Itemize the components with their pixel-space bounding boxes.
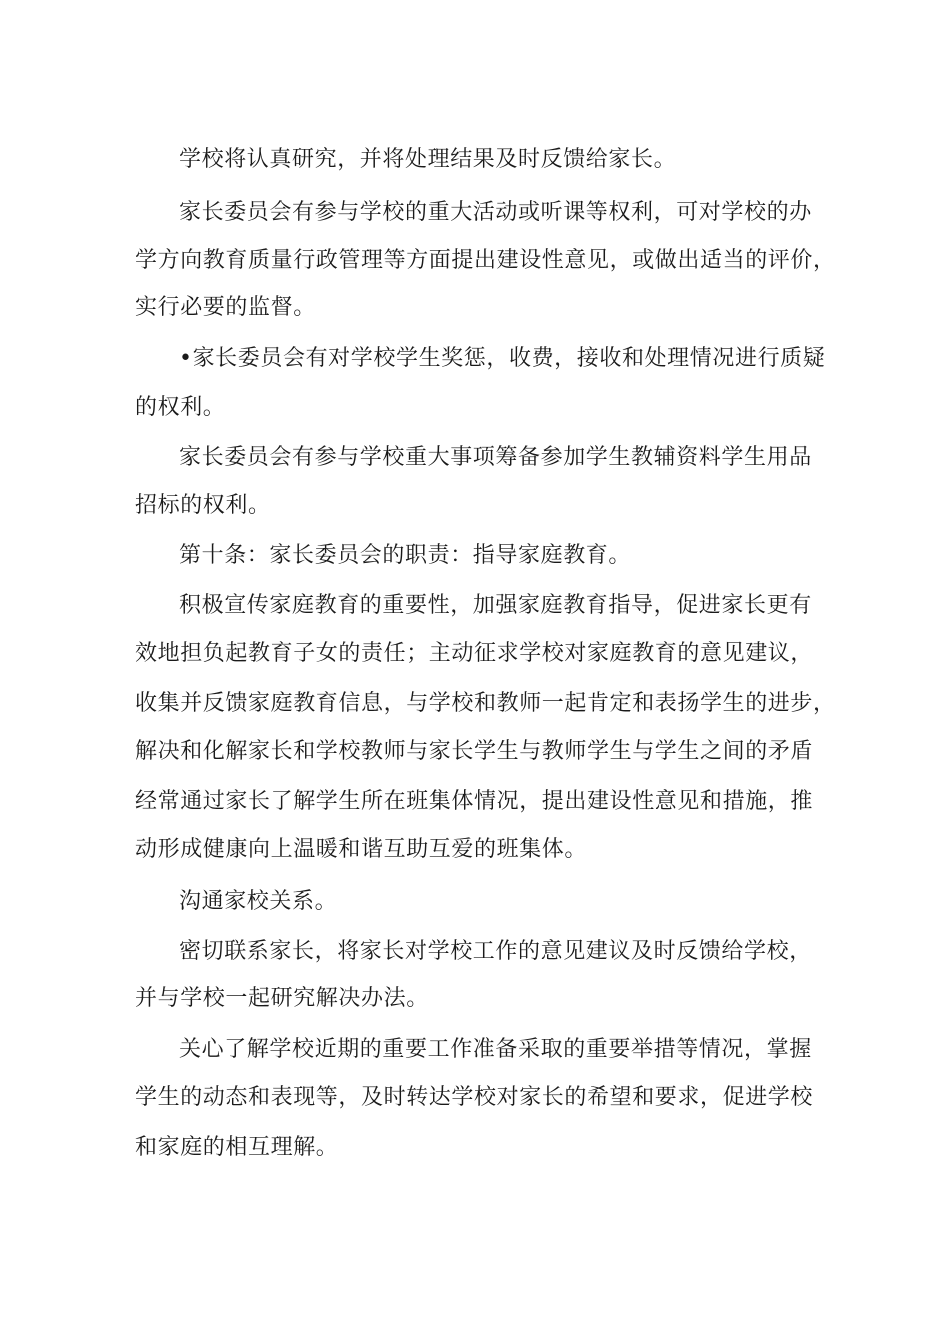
paragraph-line: 动形成健康向上温暖和谐互助互爱的班集体。 xyxy=(135,837,588,862)
paragraph-line: 并与学校一起研究解决办法。 xyxy=(135,986,429,1011)
paragraph-line: 学方向教育质量行政管理等方面提出建设性意见，或做出适当的评价， xyxy=(135,248,836,273)
paragraph-line: 解决和化解家长和学校教师与家长学生与教师学生与学生之间的矛盾 xyxy=(135,739,814,764)
paragraph-line: 家长委员会有参与学校的重大活动或听课等权利，可对学校的办 xyxy=(179,200,812,225)
paragraph-line: •家长委员会有对学校学生奖惩，收费，接收和处理情况进行质疑 xyxy=(179,346,826,371)
paragraph-line: 收集并反馈家庭教育信息，与学校和教师一起肯定和表扬学生的进步， xyxy=(135,691,836,716)
paragraph-line: 经常通过家长了解学生所在班集体情况，提出建设性意见和措施，推 xyxy=(135,789,814,814)
paragraph-line: 效地担负起教育子女的责任；主动征求学校对家庭教育的意见建议， xyxy=(135,641,814,666)
paragraph-line: 关心了解学校近期的重要工作准备采取的重要举措等情况，掌握 xyxy=(179,1037,812,1062)
paragraph-line: 学生的动态和表现等，及时转达学校对家长的希望和要求，促进学校 xyxy=(135,1085,814,1110)
paragraph-line: 家长委员会有参与学校重大事项筹备参加学生教辅资料学生用品 xyxy=(179,445,812,470)
paragraph-line: 积极宣传家庭教育的重要性，加强家庭教育指导，促进家长更有 xyxy=(179,593,812,618)
paragraph-line: 密切联系家长，将家长对学校工作的意见建议及时反馈给学校， xyxy=(179,939,812,964)
paragraph-line: 招标的权利。 xyxy=(135,493,271,518)
section-heading: 沟通家校关系。 xyxy=(179,889,338,914)
section-heading: 第十条：家长委员会的职责：指导家庭教育。 xyxy=(179,543,632,568)
paragraph-line: 学校将认真研究，并将处理结果及时反馈给家长。 xyxy=(179,147,677,172)
paragraph-line: 和家庭的相互理解。 xyxy=(135,1135,339,1160)
paragraph-line: 的权利。 xyxy=(135,395,226,420)
paragraph-line: 实行必要的监督。 xyxy=(135,295,316,320)
